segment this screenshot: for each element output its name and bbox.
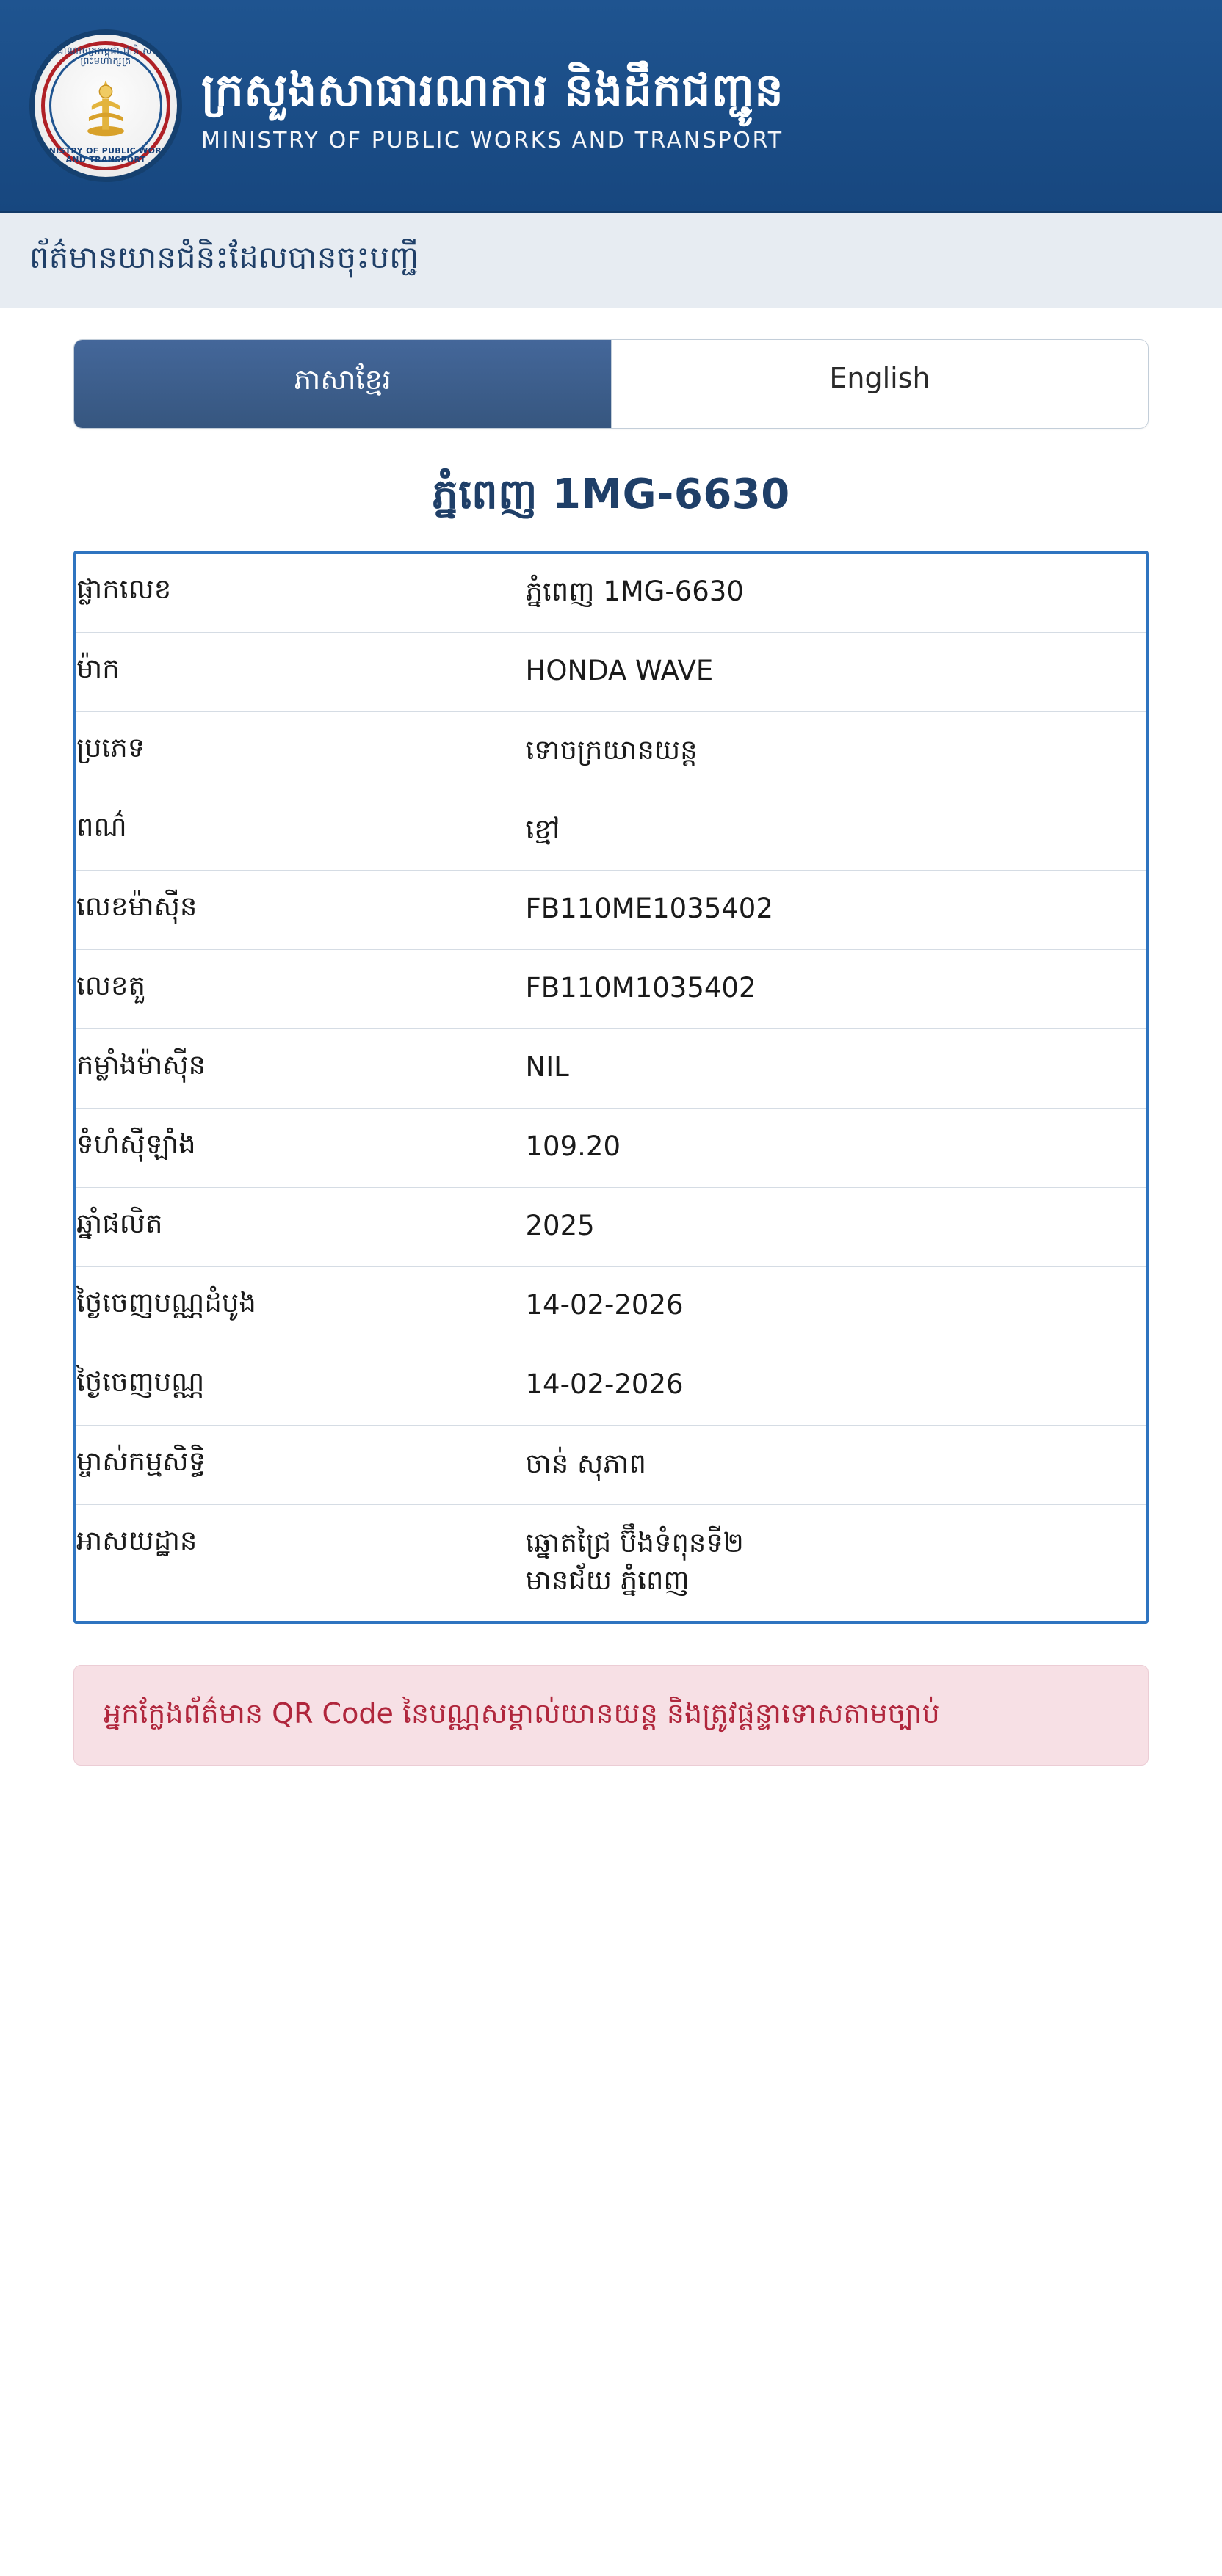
row-label: ប្រភេទ (76, 731, 145, 763)
table-row (76, 1426, 1146, 1505)
header-title-english: MINISTRY OF PUBLIC WORKS AND TRANSPORT (201, 127, 784, 153)
vehicle-info-panel (73, 551, 1149, 1625)
table-row (76, 791, 1146, 870)
row-value: 14-02-2026 (525, 1289, 684, 1321)
table-row (76, 1028, 1146, 1108)
tab-english[interactable]: English (611, 340, 1148, 428)
vehicle-info-table (76, 554, 1146, 1622)
language-tabs-container (0, 308, 1222, 429)
logo-bottom-text: MINISTRY OF PUBLIC WORKS AND TRANSPORT (37, 146, 175, 165)
table-row (76, 554, 1146, 633)
row-label: ផ្លាកលេខ (76, 573, 172, 605)
subheader-text: ព័ត៌មានយានជំនិះដែលបានចុះបញ្ជី (29, 239, 419, 275)
language-tabs (73, 339, 1149, 429)
table-row (76, 949, 1146, 1028)
row-value: FB110ME1035402 (525, 892, 773, 924)
row-value: 2025 (525, 1209, 595, 1241)
row-label: លេខម៉ាស៊ីន (76, 890, 198, 922)
row-label: ថ្ងៃចេញបណ្ណដំបូង (76, 1287, 256, 1319)
row-label: កម្លាំងម៉ាស៊ីន (76, 1048, 206, 1081)
row-label: អាសយដ្ឋាន (76, 1525, 198, 1557)
row-value: ខ្មៅ (525, 813, 560, 845)
row-value: HONDA WAVE (525, 654, 714, 686)
header-title-khmer: ក្រសួងសាធារណការ និងដឹកជញ្ជូន (201, 63, 784, 117)
table-row (76, 711, 1146, 791)
tab-khmer[interactable]: ភាសាខ្មែរ (74, 340, 611, 428)
page-title: ភ្នំពេញ 1MG-6630 (432, 470, 790, 518)
row-label: ថ្ងៃចេញបណ្ណ (76, 1366, 205, 1398)
table-row (76, 1505, 1146, 1622)
row-label: ទំហំស៊ីឡាំង (76, 1128, 196, 1160)
row-value: ទោចក្រយានយន្ត (525, 733, 698, 766)
header-title-block (201, 57, 784, 153)
warning-notice (73, 1665, 1149, 1766)
ministry-logo-icon (29, 29, 182, 182)
row-value: 14-02-2026 (525, 1368, 684, 1401)
row-label: ឆ្នាំផលិត (76, 1207, 163, 1239)
row-value-line2: មានជ័យ ភ្នំពេញ (525, 1564, 690, 1597)
table-row (76, 1108, 1146, 1187)
logo-emblem-icon (70, 70, 141, 141)
table-row (76, 632, 1146, 711)
row-value: NIL (525, 1051, 569, 1083)
row-value: ចាន់ សុភាព (525, 1448, 646, 1480)
row-label: ម្ចាស់កម្មសិទ្ធិ (76, 1445, 206, 1478)
table-row (76, 1187, 1146, 1266)
table-row (76, 1346, 1146, 1426)
row-value-multiline (526, 1505, 1146, 1622)
row-label: ម៉ាក (76, 652, 120, 684)
row-value: FB110M1035402 (525, 971, 756, 1004)
row-value: ភ្នំពេញ 1MG-6630 (525, 575, 744, 607)
row-label: លេខតួ (76, 969, 145, 1001)
table-row (76, 870, 1146, 949)
subheader-bar (0, 213, 1222, 308)
logo-top-text: ព្រះរាជាណាចក្រកម្ពុជា ជាតិ សាសនា ព្រះមហាក្សត្រ (37, 45, 174, 67)
row-label: ពណ៌ (76, 810, 127, 843)
row-value-line1: ឆ្នោតជ្រៃ ប៊ឹងទំពុនទី២ (525, 1527, 744, 1559)
page-header (0, 0, 1222, 213)
row-value: 109.20 (525, 1130, 621, 1162)
warning-notice-text: អ្នកក្លែងព័ត៌មាន QR Code នៃបណ្ណសម្គាល់យានយន្ត និងត្រូវផ្តន្ទាទោសតាមច្បាប់ (104, 1697, 940, 1730)
table-row (76, 1267, 1146, 1346)
